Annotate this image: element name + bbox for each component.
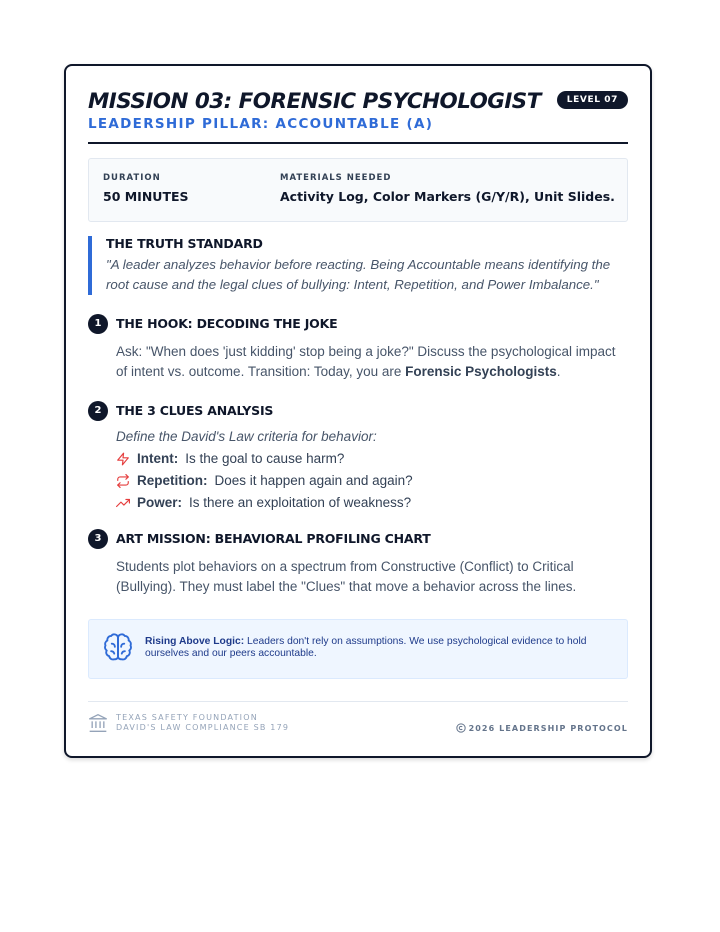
clue-name: Intent:: [137, 451, 179, 466]
clue-name: Repetition:: [137, 473, 208, 488]
step-title: THE 3 CLUES ANALYSIS: [116, 403, 274, 418]
step-number: 2: [88, 401, 108, 421]
logic-lead: Rising Above Logic:: [145, 636, 245, 647]
clue-text: Is there an exploitation of weakness?: [189, 495, 412, 510]
rising-above-logic-callout: [88, 619, 628, 679]
meta-box: [88, 158, 628, 222]
truth-standard-title: THE TRUTH STANDARD: [106, 236, 263, 251]
duration-label: DURATION: [103, 173, 161, 183]
step-1: [88, 315, 628, 382]
step-body-emphasis: Forensic Psychologists: [405, 364, 557, 379]
step-2: [88, 402, 628, 510]
org-compliance: DAVID'S LAW COMPLIANCE SB 179: [116, 723, 290, 732]
materials-value: Activity Log, Color Markers (G/Y/R), Unit Slides.: [280, 189, 615, 204]
repeat-icon: [116, 474, 130, 488]
step-body-text: Ask: "When does 'just kidding' stop being a joke?" Discuss the psychological impact of intent vs. outcome. Transition: Today, you are: [116, 344, 616, 379]
step-body: Students plot behaviors on a spectrum from Constructive (Conflict) to Critical (Bullying). They must label the "Clues" that move a behavior across the lines.: [116, 559, 577, 594]
footer: [88, 701, 628, 738]
duration-value: 50 MINUTES: [103, 189, 189, 204]
clue-item-intent: [116, 451, 628, 466]
org-name: TEXAS SAFETY FOUNDATION: [116, 713, 258, 722]
landmark-icon: [88, 713, 108, 733]
truth-standard-quote: "A leader analyzes behavior before reacting. Being Accountable means identifying the root cause and the legal clues of bullying: Intent, Repetition, and Power Imbalance.": [106, 257, 611, 292]
lightning-icon: [116, 452, 130, 466]
logic-body: Leaders don't rely on assumptions. We use psychological evidence to hold ourselves and our peers accountable.: [145, 636, 587, 659]
organization: [116, 713, 289, 733]
copyright-text: 2026 LEADERSHIP PROTOCOL: [468, 723, 628, 733]
step-number: 1: [88, 314, 108, 334]
logic-text: [145, 636, 597, 660]
duration-block: [103, 173, 189, 204]
lesson-card: [64, 64, 652, 758]
header-divider: [88, 142, 628, 144]
trending-up-icon: [116, 496, 130, 510]
copyright-icon: [456, 723, 466, 733]
step-body-end: .: [556, 364, 561, 379]
clue-text: Does it happen again and again?: [214, 473, 413, 488]
step-title: THE HOOK: DECODING THE JOKE: [116, 316, 338, 331]
materials-label: MATERIALS NEEDED: [280, 173, 392, 183]
leadership-pillar-subtitle: LEADERSHIP PILLAR: ACCOUNTABLE (A): [88, 116, 434, 132]
materials-block: [280, 173, 615, 204]
step-3: [88, 530, 628, 597]
step-body: [116, 342, 628, 382]
step-title: ART MISSION: BEHAVIORAL PROFILING CHART: [116, 531, 431, 546]
brain-icon: [103, 633, 133, 663]
page-title: MISSION 03: FORENSIC PSYCHOLOGIST: [88, 89, 541, 113]
clue-item-repetition: [116, 473, 628, 488]
clue-text: Is the goal to cause harm?: [185, 451, 345, 466]
step-intro: Define the David's Law criteria for behavior:: [116, 429, 377, 444]
clue-name: Power:: [137, 495, 183, 510]
header: [88, 88, 628, 144]
truth-standard: [88, 236, 628, 295]
step-number: 3: [88, 529, 108, 549]
clue-item-power: [116, 495, 628, 510]
level-badge: LEVEL 07: [557, 91, 628, 109]
copyright: [456, 723, 628, 733]
